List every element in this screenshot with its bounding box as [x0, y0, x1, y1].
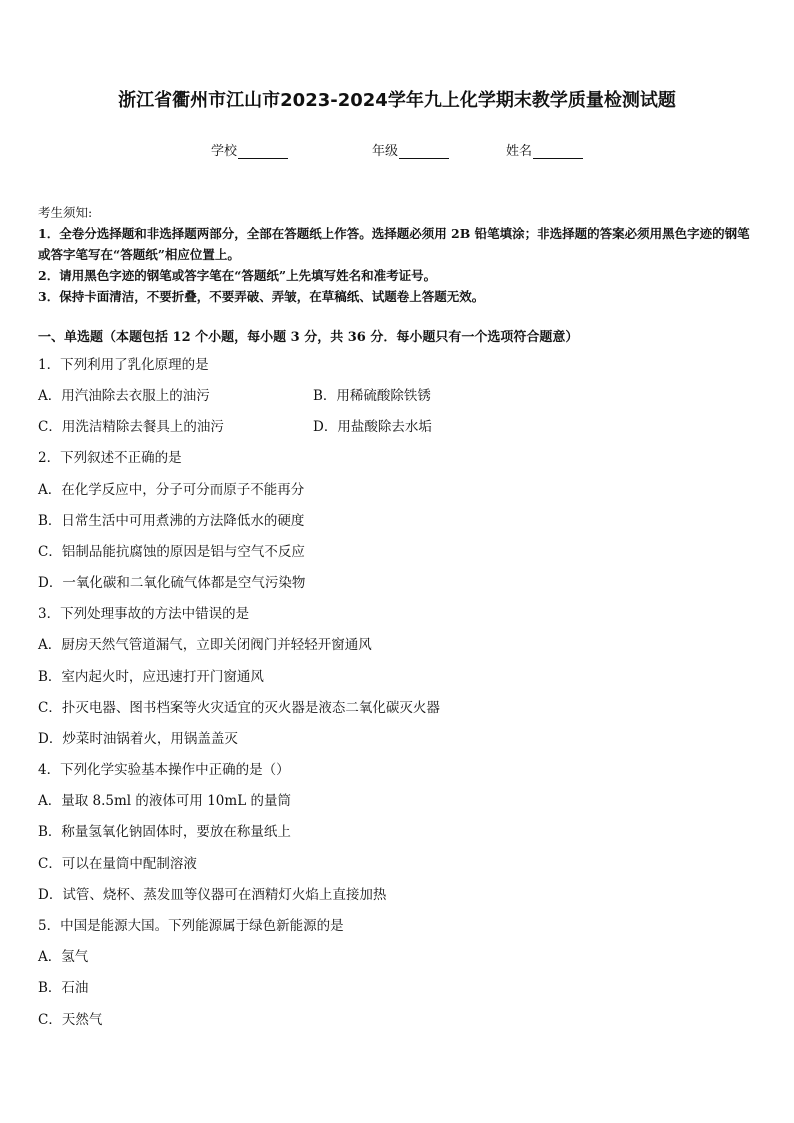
question-3-option-c: C．扑灭电器、图书档案等火灾适宜的灭火器是液态二氧化碳灭火器 — [38, 700, 440, 716]
question-3-option-b: B．室内起火时，应迅速打开门窗通风 — [38, 669, 264, 685]
grade-blank — [399, 144, 449, 159]
question-2-option-a: A．在化学反应中，分子可分而原子不能再分 — [38, 482, 305, 498]
school-field — [211, 140, 288, 159]
name-blank — [533, 144, 583, 159]
question-4-option-c: C．可以在量筒中配制溶液 — [38, 856, 197, 872]
question-2-option-d: D．一氧化碳和二氧化硫气体都是空气污染物 — [38, 575, 306, 591]
school-label: 学校 — [211, 144, 238, 159]
question-3-option-a: A．厨房天然气管道漏气，立即关闭阀门并轻轻开窗通风 — [38, 637, 372, 653]
question-2-option-b: B．日常生活中可用煮沸的方法降低水的硬度 — [38, 513, 305, 529]
question-4-option-a: A．量取 8.5ml 的液体可用 10mL 的量筒 — [38, 793, 291, 809]
name-field — [506, 140, 583, 159]
question-4-stem: 4．下列化学实验基本操作中正确的是（） — [38, 762, 290, 778]
question-3-option-d: D．炒菜时油锅着火，用锅盖盖灭 — [38, 731, 238, 747]
question-2-option-c: C．铝制品能抗腐蚀的原因是铝与空气不反应 — [38, 544, 305, 560]
question-1-option-b: B．用稀硫酸除铁锈 — [313, 388, 431, 404]
grade-label: 年级 — [372, 144, 399, 159]
notes-heading: 考生须知: — [38, 205, 93, 220]
question-5-option-c: C．天然气 — [38, 1012, 103, 1028]
question-2-stem: 2．下列叙述不正确的是 — [38, 450, 182, 466]
question-1-option-d: D．用盐酸除去水垢 — [313, 419, 432, 435]
question-1-option-a: A．用汽油除去衣服上的油污 — [38, 388, 210, 404]
exam-title: 浙江省衢州市江山市2023-2024学年九上化学期末教学质量检测试题 — [118, 90, 676, 111]
school-blank — [238, 144, 288, 159]
note-item-1: 1．全卷分选择题和非选择题两部分，全部在答题纸上作答。选择题必须用 2B 铅笔填涂；非选择题的答案必须用黑色字迹的钢笔或答字笔写在“答题纸”相应位置上。 — [38, 226, 750, 262]
question-5-stem: 5．中国是能源大国。下列能源属于绿色新能源的是 — [38, 918, 344, 934]
student-info-row — [0, 140, 794, 160]
exam-notes — [38, 202, 758, 307]
question-4-option-b: B．称量氢氧化钠固体时，要放在称量纸上 — [38, 824, 291, 840]
question-5-option-b: B．石油 — [38, 980, 89, 996]
section-title: 一、单选题（本题包括 12 个小题，每小题 3 分，共 36 分．每小题只有一个选项符合题意） — [38, 330, 579, 345]
question-1-option-c: C．用洗洁精除去餐具上的油污 — [38, 419, 224, 435]
question-1-stem: 1．下列利用了乳化原理的是 — [38, 357, 209, 373]
note-item-3: 3．保持卡面清洁，不要折叠，不要弄破、弄皱，在草稿纸、试题卷上答题无效。 — [38, 289, 485, 304]
question-3-stem: 3．下列处理事故的方法中错误的是 — [38, 606, 250, 622]
question-5-option-a: A．氢气 — [38, 949, 89, 965]
note-item-2: 2．请用黑色字迹的钢笔或答字笔在“答题纸”上先填写姓名和准考证号。 — [38, 268, 437, 283]
question-4-option-d: D．试管、烧杯、蒸发皿等仪器可在酒精灯火焰上直接加热 — [38, 887, 387, 903]
grade-field — [372, 140, 449, 159]
name-label: 姓名 — [506, 144, 533, 159]
